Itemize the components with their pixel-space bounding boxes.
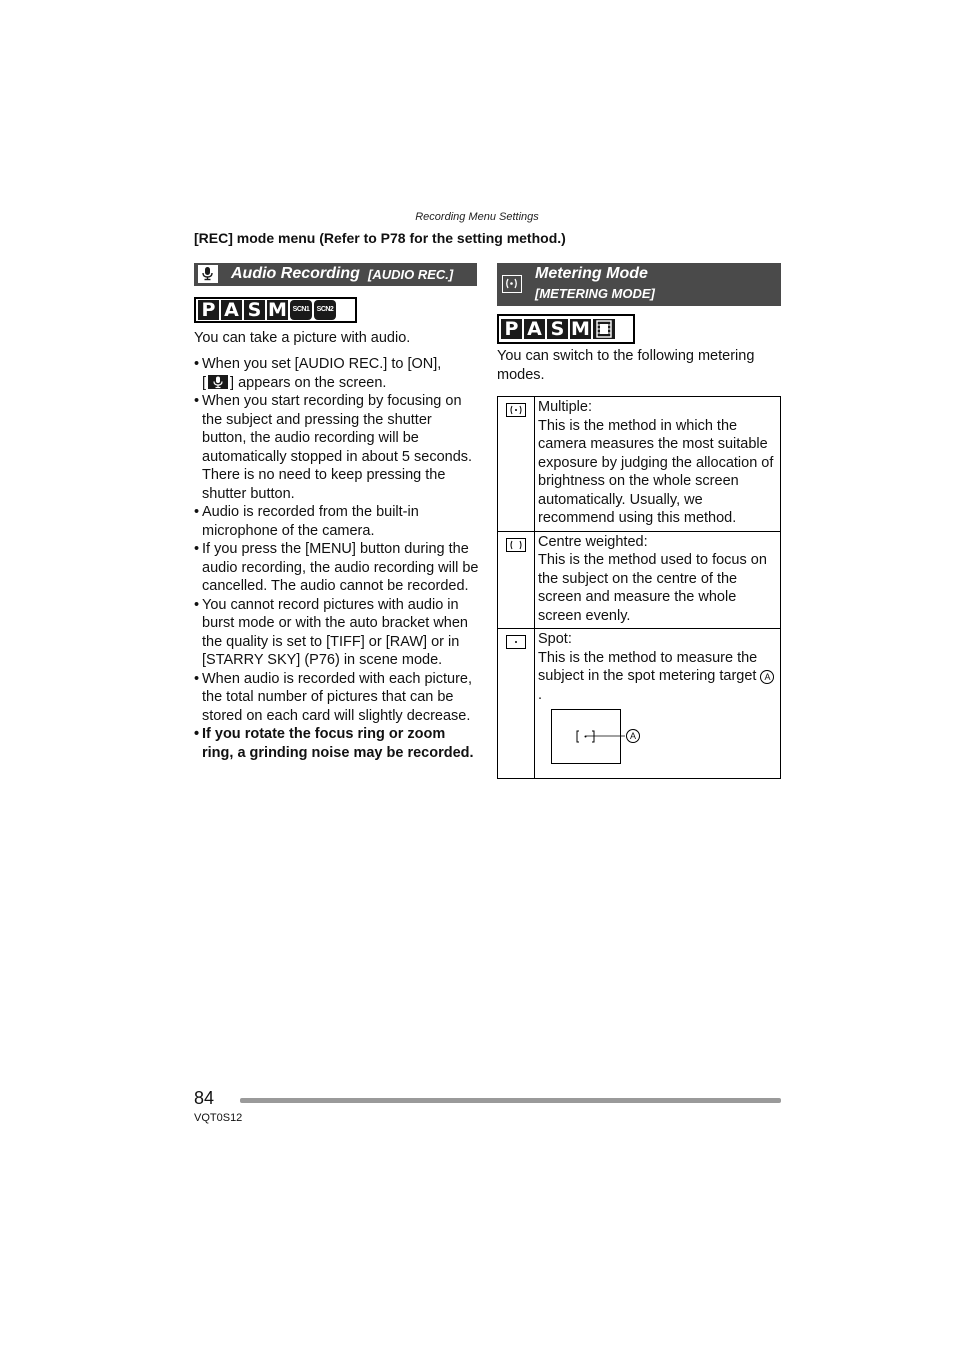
spot-label: Spot:	[538, 631, 572, 647]
mode-m-icon: M	[268, 299, 287, 321]
menu-heading: [REC] mode menu (Refer to P78 for the setting method.)	[194, 230, 566, 246]
footer-rule	[240, 1098, 781, 1103]
metering-options-table	[497, 396, 781, 779]
mode-m-icon: M	[571, 318, 590, 340]
metering-spot-icon	[506, 635, 526, 649]
mode-p-icon: P	[501, 319, 522, 339]
microphone-icon	[208, 375, 228, 389]
mode-s-icon: S	[244, 300, 265, 320]
table-row	[498, 397, 781, 532]
metering-section-subtitle: [METERING MODE]	[535, 286, 655, 301]
audio-section-subtitle: [AUDIO REC.]	[368, 267, 454, 282]
spot-target-diagram	[551, 709, 671, 765]
running-head: Recording Menu Settings	[415, 211, 539, 223]
audio-intro: You can take a picture with audio.	[194, 330, 411, 346]
audio-section-header	[194, 263, 477, 286]
marker-a-icon: A	[626, 729, 640, 743]
mode-s-icon: S	[547, 319, 568, 339]
metering-mode-icons	[497, 314, 635, 344]
list-item: • When you set [AUDIO REC.] to [ON], [ ] appears on the screen.	[194, 355, 480, 392]
warning-list-item: • If you rotate the focus ring or zoom ring, a grinding noise may be recorded.	[194, 725, 480, 762]
list-item: • You cannot record pictures with audio in burst mode or with the auto bracket when the quality is set to [TIFF] or [RAW] or in [STARRY SKY] (P76) in scene mode.	[194, 596, 480, 670]
audio-section-title: Audio Recording	[231, 265, 360, 282]
metering-multiple-icon	[502, 275, 522, 293]
mode-p-icon: P	[198, 300, 219, 320]
audio-mode-icons	[194, 297, 357, 323]
metering-intro: You can switch to the following metering modes.	[497, 348, 755, 383]
metering-centre-weighted-icon	[506, 538, 526, 552]
centre-weighted-label: Centre weighted:	[538, 533, 648, 550]
spot-target-illustration	[551, 709, 671, 765]
table-row	[498, 531, 781, 629]
list-item: • Audio is recorded from the built-in microphone of the camera.	[194, 503, 480, 540]
mode-a-icon: A	[524, 319, 545, 339]
list-item: • If you press the [MENU] button during the audio recording, the audio recording will be cancelled. The audio cannot be recorded.	[194, 540, 480, 596]
list-item: • When you start recording by focusing on the subject and pressing the shutter button, the audio recording will be automatically stopped in about 5 seconds. There is no need to keep pressing the shutter button.	[194, 392, 480, 503]
marker-a-icon: A	[760, 670, 774, 684]
metering-multiple-icon	[506, 403, 526, 417]
mode-a-icon: A	[221, 300, 242, 320]
multiple-description: This is the method in which the camera measures the most suitable exposure by judging the allocation of brightness on the whole screen automatically. Usually, we recommend using this method.	[538, 417, 774, 526]
metering-section-title: Metering Mode	[535, 265, 648, 282]
scene-mode-2-icon: SCN2	[314, 300, 336, 320]
spot-description: This is the method to measure the subject in the spot metering target A.	[538, 649, 776, 705]
metering-section-header	[497, 263, 781, 306]
scene-mode-1-icon: SCN1	[290, 300, 312, 320]
list-item: • When audio is recorded with each picture, the total number of pictures that can be stored on each card will slightly decrease.	[194, 670, 480, 726]
table-row	[498, 629, 781, 779]
page-number: 84	[194, 1088, 215, 1108]
centre-weighted-description: This is the method used to focus on the subject on the centre of the screen and measure the whole screen evenly.	[538, 552, 767, 624]
multiple-label: Multiple:	[538, 399, 592, 415]
document-code: VQT0S12	[194, 1112, 243, 1124]
microphone-icon	[198, 265, 218, 283]
motion-picture-icon	[593, 319, 615, 339]
audio-bullet-list	[194, 355, 480, 762]
